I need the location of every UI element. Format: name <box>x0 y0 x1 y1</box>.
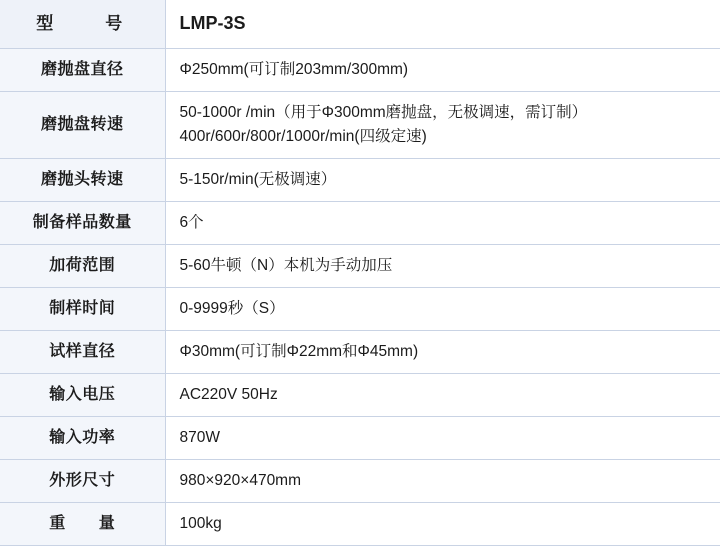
row-value-cell <box>165 48 720 91</box>
table-row <box>0 287 720 330</box>
row-value-line: 100kg <box>180 512 720 536</box>
row-value-cell <box>165 91 720 158</box>
header-label-cell: 型 号 <box>0 0 165 48</box>
row-value-line: Φ30mm(可订制Φ22mm和Φ45mm) <box>180 340 720 364</box>
row-value-cell <box>165 287 720 330</box>
row-value-line: 5-150r/min(无极调速） <box>180 168 720 192</box>
table-row <box>0 91 720 158</box>
table-row <box>0 48 720 91</box>
row-label-cell: 制样时间 <box>0 287 165 330</box>
table-row <box>0 416 720 459</box>
row-value-line: 0-9999秒（S） <box>180 297 720 321</box>
table-row <box>0 201 720 244</box>
table-row <box>0 502 720 545</box>
table-row <box>0 373 720 416</box>
row-value-cell <box>165 502 720 545</box>
row-label-cell: 输入功率 <box>0 416 165 459</box>
row-label-cell: 加荷范围 <box>0 244 165 287</box>
row-value-line: 400r/600r/800r/1000r/min(四级定速) <box>180 125 720 149</box>
row-label-cell: 试样直径 <box>0 330 165 373</box>
header-value-cell: LMP-3S <box>165 0 720 48</box>
row-value-cell <box>165 416 720 459</box>
row-value-cell <box>165 158 720 201</box>
table-row <box>0 244 720 287</box>
table-row <box>0 158 720 201</box>
row-label-cell: 磨抛头转速 <box>0 158 165 201</box>
row-label-cell: 磨抛盘直径 <box>0 48 165 91</box>
row-value-line: 50-1000r /min（用于Φ300mm磨抛盘，无极调速，需订制） <box>180 101 720 125</box>
row-value-line: 870W <box>180 426 720 450</box>
row-label-cell: 外形尺寸 <box>0 459 165 502</box>
row-value-cell <box>165 201 720 244</box>
row-value-line: 6个 <box>180 211 720 235</box>
row-label-cell: 制备样品数量 <box>0 201 165 244</box>
row-value-cell <box>165 330 720 373</box>
row-label-cell: 重 量 <box>0 502 165 545</box>
row-value-cell <box>165 373 720 416</box>
row-value-line: 5-60牛顿（N）本机为手动加压 <box>180 254 720 278</box>
row-value-line: Φ250mm(可订制203mm/300mm) <box>180 58 720 82</box>
row-value-line: 980×920×470mm <box>180 469 720 493</box>
table-header-row <box>0 0 720 48</box>
row-value-line: AC220V 50Hz <box>180 383 720 407</box>
table-row <box>0 330 720 373</box>
row-label-cell: 磨抛盘转速 <box>0 91 165 158</box>
row-value-cell <box>165 244 720 287</box>
row-label-cell: 输入电压 <box>0 373 165 416</box>
